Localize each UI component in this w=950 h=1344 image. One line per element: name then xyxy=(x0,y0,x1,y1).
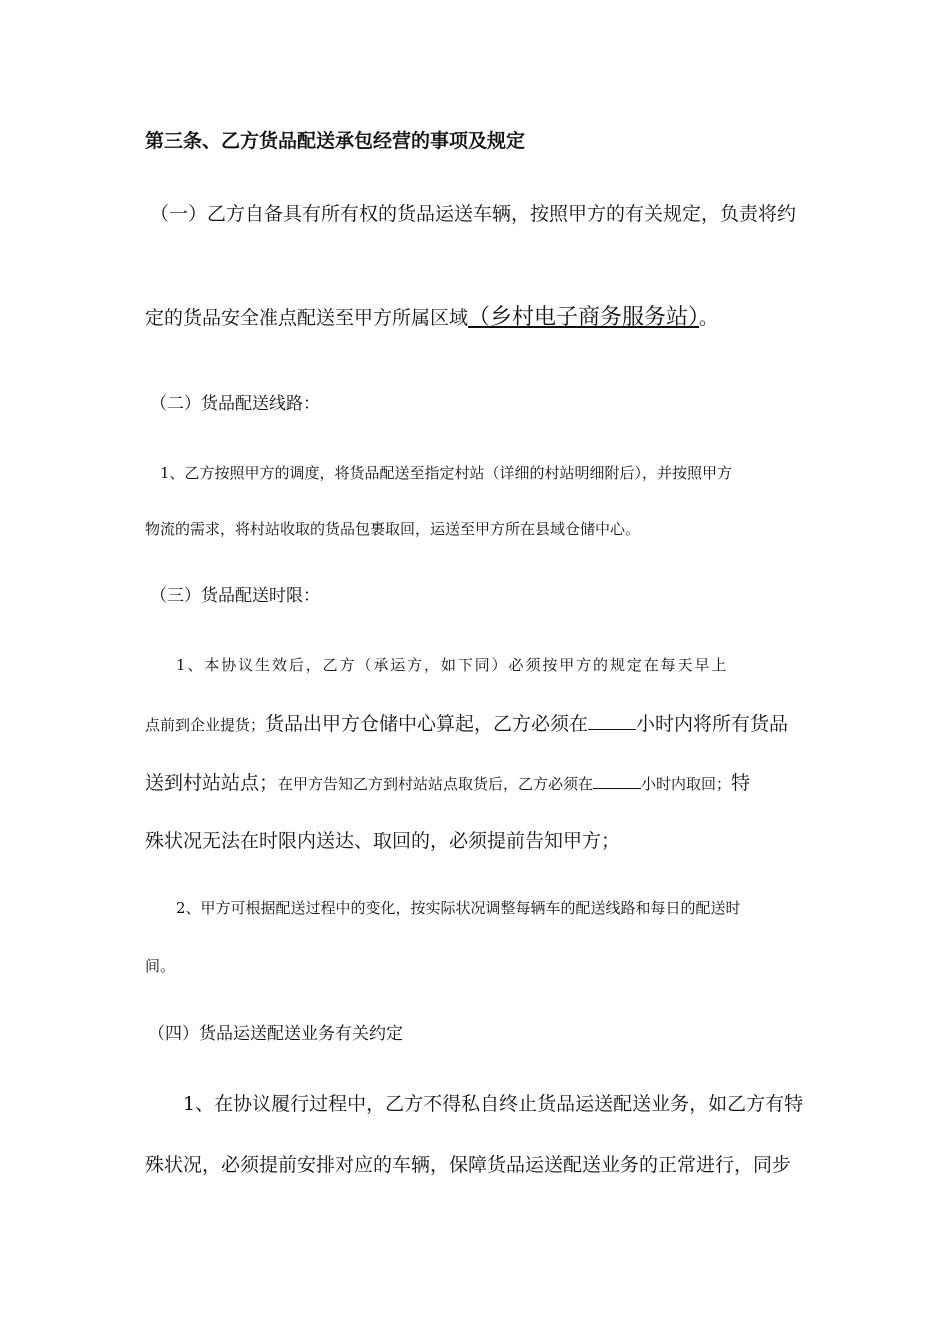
section-1-line-2 xyxy=(145,300,718,331)
handwritten-fill-in: （乡村电子商务服务站） xyxy=(468,305,700,330)
section-2-line-1: 1、乙方按照甲方的调度，将货品配送至指定村站（详细的村站明细附后），并按照甲方 xyxy=(160,464,733,482)
section-1-text: 定的货品安全准点配送至甲方所属区域 xyxy=(145,307,469,329)
section-3-line-1: 1、本协议生效后，乙方（承运方，如下同）必须按甲方的规定在每天早上 xyxy=(176,656,729,674)
section-3-line-3 xyxy=(145,768,750,795)
section-3-line-6: 间。 xyxy=(145,957,176,975)
section-2-line-2: 物流的需求，将村站收取的货品包裹取回，运送至甲方所在县域仓储中心。 xyxy=(145,520,641,538)
section-4-line-1: 1、在协议履行过程中，乙方不得私自终止货品运送配送业务，如乙方有特 xyxy=(183,1093,804,1115)
hours-blank-2 xyxy=(593,787,641,789)
section-3-heading: （三）货品配送时限： xyxy=(150,586,320,606)
section-3-line-4: 殊状况无法在时限内送达、取回的，必须提前告知甲方； xyxy=(145,830,621,852)
section-4-heading: （四）货品运送配送业务有关约定 xyxy=(148,1024,403,1044)
section-3-line-2 xyxy=(145,709,788,736)
article-title: 第三条、乙方货品配送承包经营的事项及规定 xyxy=(145,130,526,152)
section-3-text-f: 小时内取回； xyxy=(641,775,732,793)
hours-blank-1 xyxy=(588,728,636,730)
section-3-text-e: 在甲方告知乙方到村站站点取货后，乙方必须在 xyxy=(278,775,594,793)
section-1-period: 。 xyxy=(699,307,719,329)
section-3-text-g: 特 xyxy=(731,772,751,794)
section-2-heading: （二）货品配送线路： xyxy=(150,394,320,414)
section-4-line-2: 殊状况，必须提前安排对应的车辆，保障货品运送配送业务的正常进行，同步 xyxy=(145,1154,792,1176)
section-1-line-1: （一）乙方自备具有所有权的货品运送车辆，按照甲方的有关规定，负责将约 xyxy=(150,203,797,225)
section-3-line-5: 2、甲方可根据配送过程中的变化，按实际状况调整每辆车的配送线路和每日的配送时 xyxy=(176,899,741,917)
section-3-text-b: 货品出甲方仓储中心算起，乙方必须在 xyxy=(265,713,589,735)
section-3-text-a: 点前到企业提货； xyxy=(145,716,266,734)
section-3-text-c: 小时内将所有货品 xyxy=(636,713,789,735)
section-3-text-d: 送到村站站点； xyxy=(145,772,279,794)
